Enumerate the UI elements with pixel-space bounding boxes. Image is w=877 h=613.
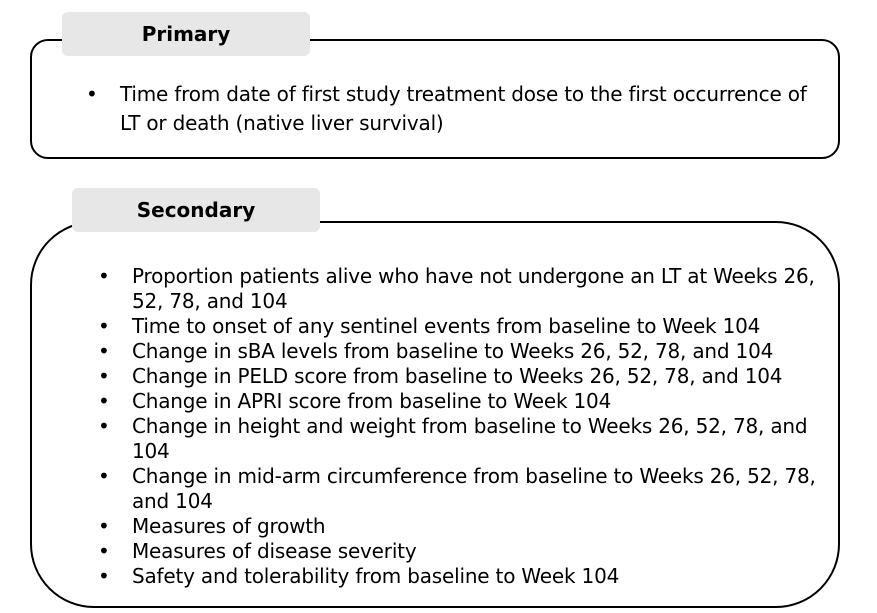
primary-endpoint-item: • Time from date of first study treatment dose to the first occurrence of LT or death (native liver survival) — [86, 80, 821, 138]
primary-endpoints-list — [86, 80, 821, 138]
secondary-endpoint-item: • Change in PELD score from baseline to Weeks 26, 52, 78, and 104 — [98, 364, 818, 389]
primary-endpoints-title: Primary — [141, 22, 231, 46]
secondary-endpoints-list — [98, 264, 818, 589]
secondary-endpoint-item: • Change in height and weight from baseline to Weeks 26, 52, 78, and 104 — [98, 414, 818, 464]
secondary-endpoint-item: • Safety and tolerability from baseline to Week 104 — [98, 564, 818, 589]
secondary-endpoint-item: • Time to onset of any sentinel events from baseline to Week 104 — [98, 314, 818, 339]
secondary-endpoint-item: • Measures of growth — [98, 514, 818, 539]
secondary-endpoints-tab — [72, 188, 320, 232]
secondary-endpoint-item: • Change in sBA levels from baseline to Weeks 26, 52, 78, and 104 — [98, 339, 818, 364]
secondary-endpoints-title: Secondary — [136, 198, 256, 222]
secondary-endpoint-item: • Change in mid-arm circumference from baseline to Weeks 26, 52, 78, and 104 — [98, 464, 818, 514]
secondary-endpoint-item: • Measures of disease severity — [98, 539, 818, 564]
secondary-endpoint-item: • Change in APRI score from baseline to Week 104 — [98, 389, 818, 414]
secondary-endpoint-item: • Proportion patients alive who have not undergone an LT at Weeks 26, 52, 78, and 104 — [98, 264, 818, 314]
primary-endpoints-tab — [62, 12, 310, 56]
